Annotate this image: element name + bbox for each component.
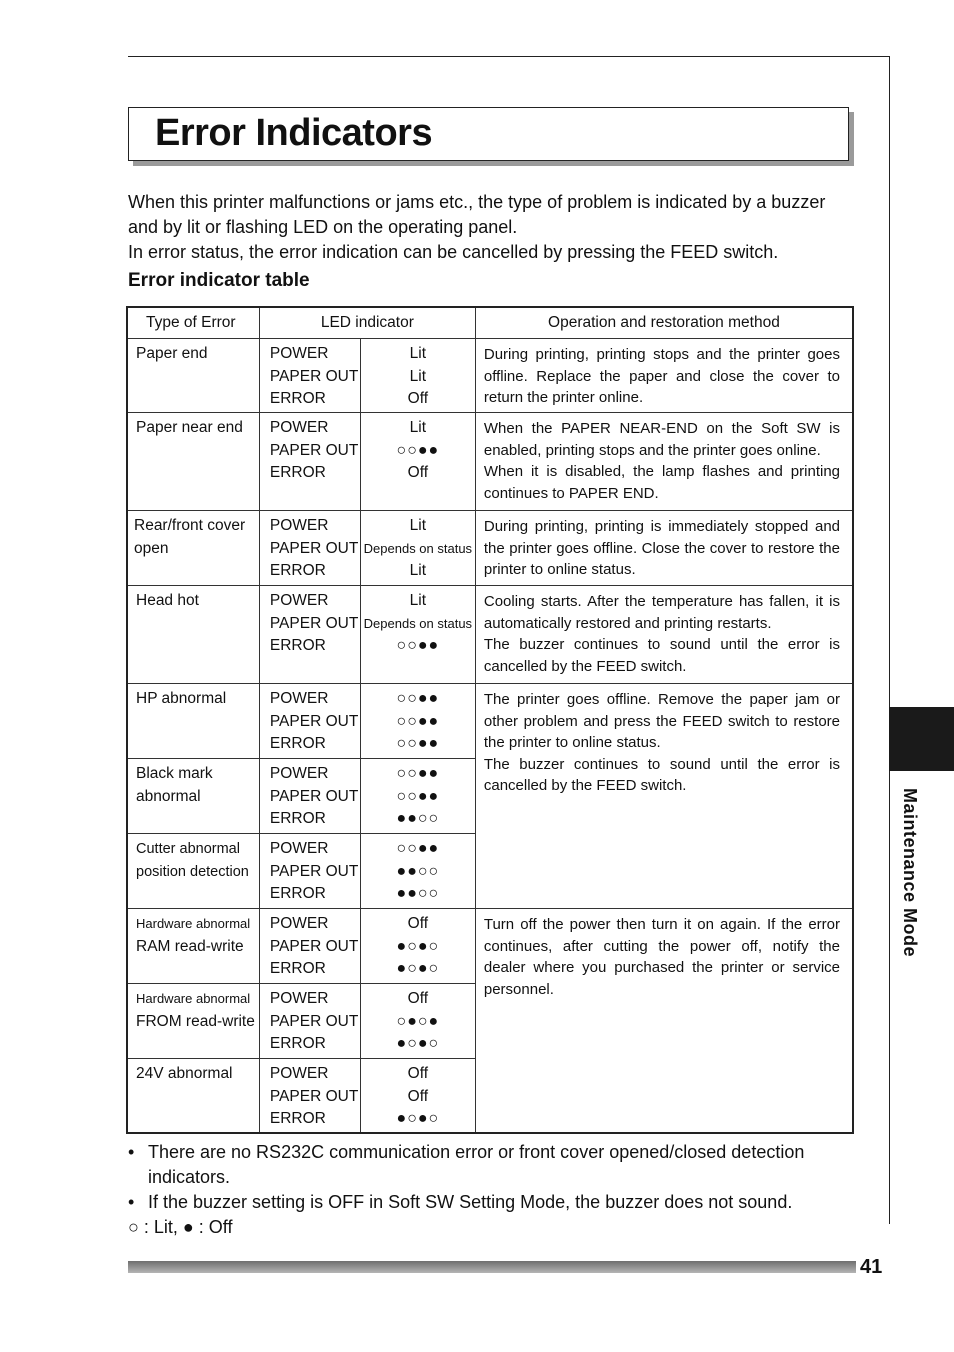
method-text: The buzzer continues to sound until the error is cancelled by the FEED switch. — [483, 755, 840, 794]
led-pattern: ●○●○ — [396, 1035, 440, 1052]
error-type-cell — [127, 909, 259, 984]
method-text: The printer goes offline. Remove the paper jam or other problem and press the FEED switch to restore the printer to online status. — [483, 691, 840, 751]
method-cell — [475, 909, 853, 1133]
led-names-cell — [259, 759, 360, 834]
led-name: ERROR — [269, 464, 326, 481]
led-legend: ○ : Lit, ● : Off — [128, 1217, 233, 1237]
error-type: Paper near end — [136, 419, 243, 436]
led-name: POWER — [269, 990, 329, 1007]
error-type: HP abnormal — [136, 690, 227, 707]
method-text: When the PAPER NEAR-END on the Soft SW is enabled, printing stops and the printer goes online. — [483, 420, 840, 459]
error-type-cell — [127, 586, 259, 684]
led-pattern: ○○●● — [396, 712, 440, 730]
note-text: There are no RS232C communication error or front cover opened/closed detection indicators. — [148, 1142, 805, 1187]
led-name: POWER — [269, 840, 329, 857]
led-pattern: ○○●● — [396, 735, 440, 752]
header-led: LED indicator — [259, 307, 475, 339]
led-name: POWER — [269, 592, 329, 609]
error-type: Head hot — [136, 592, 199, 609]
error-type-cell — [127, 413, 259, 511]
led-names-cell — [259, 909, 360, 984]
led-pattern: ●●○○ — [396, 862, 440, 880]
led-pattern: ○●○● — [396, 1012, 440, 1030]
led-values-cell — [360, 909, 475, 984]
method-cell — [475, 339, 853, 413]
table-row — [127, 684, 853, 759]
led-name: ERROR — [269, 562, 326, 579]
table-row — [127, 413, 853, 511]
led-name: PAPER OUT — [269, 1012, 359, 1030]
led-values-cell — [360, 511, 475, 586]
led-name: ERROR — [269, 885, 326, 902]
led-values-cell — [360, 684, 475, 759]
led-values-cell — [360, 586, 475, 684]
error-type: abnormal — [136, 787, 201, 805]
led-pattern: ○○●● — [396, 690, 440, 707]
led-pattern: ●○●○ — [396, 960, 440, 977]
error-type: RAM read-write — [136, 937, 244, 955]
error-type: FROM read-write — [136, 1012, 255, 1030]
bullet-icon: • — [128, 1192, 135, 1212]
led-pattern: ●●○○ — [396, 885, 440, 902]
led-value: Depends on status — [363, 615, 473, 631]
table-row — [127, 511, 853, 586]
led-value: Off — [407, 990, 429, 1007]
top-rule — [128, 56, 890, 57]
note-item — [128, 1190, 858, 1215]
error-type-cell — [127, 339, 259, 413]
error-type: 24V abnormal — [136, 1065, 233, 1082]
led-names-cell — [259, 339, 360, 413]
notes — [128, 1140, 858, 1240]
method-cell — [475, 684, 853, 909]
error-type: Cutter abnormal — [136, 841, 240, 857]
led-values-cell — [360, 1059, 475, 1133]
led-name: POWER — [269, 690, 329, 707]
intro-paragraph-2: In error status, the error indication can be cancelled by pressing the FEED switch. — [128, 242, 779, 262]
error-type: Black mark — [136, 765, 213, 782]
led-name: ERROR — [269, 1110, 326, 1127]
error-type: open — [134, 539, 169, 557]
led-value: Lit — [409, 367, 427, 385]
bullet-icon: • — [128, 1142, 135, 1162]
led-pattern: ●○●○ — [396, 937, 440, 955]
led-name: ERROR — [269, 810, 326, 827]
led-names-cell — [259, 684, 360, 759]
led-pattern: ●●○○ — [396, 810, 440, 827]
led-name: ERROR — [269, 1035, 326, 1052]
intro-text — [128, 190, 858, 265]
error-type-cell — [127, 984, 259, 1059]
led-names-cell — [259, 413, 360, 511]
led-pattern: ○○●● — [396, 787, 440, 805]
note-item — [128, 1140, 858, 1190]
error-type: Paper end — [136, 345, 208, 362]
table-row — [127, 339, 853, 413]
led-name: PAPER OUT — [269, 787, 359, 805]
table-row — [127, 909, 853, 984]
led-names-cell — [259, 834, 360, 909]
led-values-cell — [360, 413, 475, 511]
led-name: ERROR — [269, 735, 326, 752]
error-type: Hardware abnormal — [136, 916, 251, 931]
led-value: Off — [407, 915, 429, 932]
table-row — [127, 586, 853, 684]
led-value: Off — [407, 1087, 429, 1105]
section-tab — [889, 707, 954, 771]
title-box — [128, 107, 849, 161]
led-pattern: ○○●● — [396, 765, 440, 782]
led-pattern: ○○●● — [396, 441, 440, 459]
led-name: POWER — [269, 1065, 329, 1082]
led-names-cell — [259, 984, 360, 1059]
led-name: PAPER OUT — [269, 712, 359, 730]
led-value: Lit — [409, 562, 427, 579]
led-value: Off — [407, 1065, 429, 1082]
method-text: The buzzer continues to sound until the error is cancelled by the FEED switch. — [483, 636, 840, 675]
page-number: 41 — [860, 1256, 883, 1278]
led-value: Lit — [409, 592, 427, 609]
led-name: POWER — [269, 345, 329, 362]
error-type: Rear/front cover — [134, 517, 246, 534]
header-type: Type of Error — [127, 307, 259, 339]
led-name: POWER — [269, 765, 329, 782]
led-name: PAPER OUT — [269, 862, 359, 880]
led-pattern: ●○●○ — [396, 1110, 440, 1127]
led-values-cell — [360, 759, 475, 834]
led-values-cell — [360, 339, 475, 413]
led-name: PAPER OUT — [269, 937, 359, 955]
error-type-cell — [127, 684, 259, 759]
led-name: ERROR — [269, 960, 326, 977]
method-cell — [475, 586, 853, 684]
method-text: When it is disabled, the lamp flashes and printing continues to PAPER END. — [483, 463, 840, 502]
led-value: Depends on status — [363, 540, 473, 556]
method-cell — [475, 413, 853, 511]
page-title: Error Indicators — [155, 112, 433, 154]
led-names-cell — [259, 1059, 360, 1133]
table-title: Error indicator table — [128, 270, 310, 291]
method-text: During printing, printing is immediately stopped and the printer goes offline. Close the cover to restore the printer to online status. — [483, 518, 840, 578]
method-cell — [475, 511, 853, 586]
led-names-cell — [259, 586, 360, 684]
method-text: Cooling starts. After the temperature has fallen, it is automatically restored and printing restarts. — [483, 593, 840, 632]
error-type-cell — [127, 759, 259, 834]
error-type-cell — [127, 511, 259, 586]
led-names-cell — [259, 511, 360, 586]
led-name: PAPER OUT — [269, 614, 359, 632]
led-value: Lit — [409, 345, 427, 362]
led-name: PAPER OUT — [269, 1087, 359, 1105]
error-type-cell — [127, 1059, 259, 1133]
error-type: position detection — [136, 863, 249, 880]
error-indicator-table — [126, 306, 854, 1134]
led-name: ERROR — [269, 390, 326, 407]
led-name: PAPER OUT — [269, 367, 359, 385]
led-name: POWER — [269, 419, 329, 436]
led-name: PAPER OUT — [269, 441, 359, 459]
led-pattern: ○○●● — [396, 637, 440, 654]
led-pattern: ○○●● — [396, 840, 440, 857]
led-value: Lit — [409, 419, 427, 436]
note-text: If the buzzer setting is OFF in Soft SW Setting Mode, the buzzer does not sound. — [148, 1192, 793, 1212]
led-name: POWER — [269, 517, 329, 534]
section-side-label: Maintenance Mode — [900, 788, 920, 958]
method-text: During printing, printing stops and the printer goes offline. Replace the paper and close the cover to return the printer online. — [483, 346, 840, 406]
led-value: Off — [407, 390, 429, 407]
led-name: POWER — [269, 915, 329, 932]
header-method: Operation and restoration method — [475, 307, 853, 339]
error-type: Hardware abnormal — [136, 991, 251, 1006]
right-rule — [889, 56, 890, 1224]
led-values-cell — [360, 834, 475, 909]
intro-paragraph-1: When this printer malfunctions or jams etc., the type of problem is indicated by a buzzer and by lit or flashing LED on the operating panel. — [128, 192, 826, 237]
table-header-row — [127, 307, 853, 339]
method-text: Turn off the power then turn it on again. If the error continues, after cutting the power off, notify the dealer where you purchased the printer or service personnel. — [483, 916, 840, 998]
footer-bar — [128, 1261, 856, 1273]
error-type-cell — [127, 834, 259, 909]
led-value: Lit — [409, 517, 427, 534]
led-name: PAPER OUT — [269, 539, 359, 557]
led-name: ERROR — [269, 637, 326, 654]
led-value: Off — [407, 464, 429, 481]
led-values-cell — [360, 984, 475, 1059]
